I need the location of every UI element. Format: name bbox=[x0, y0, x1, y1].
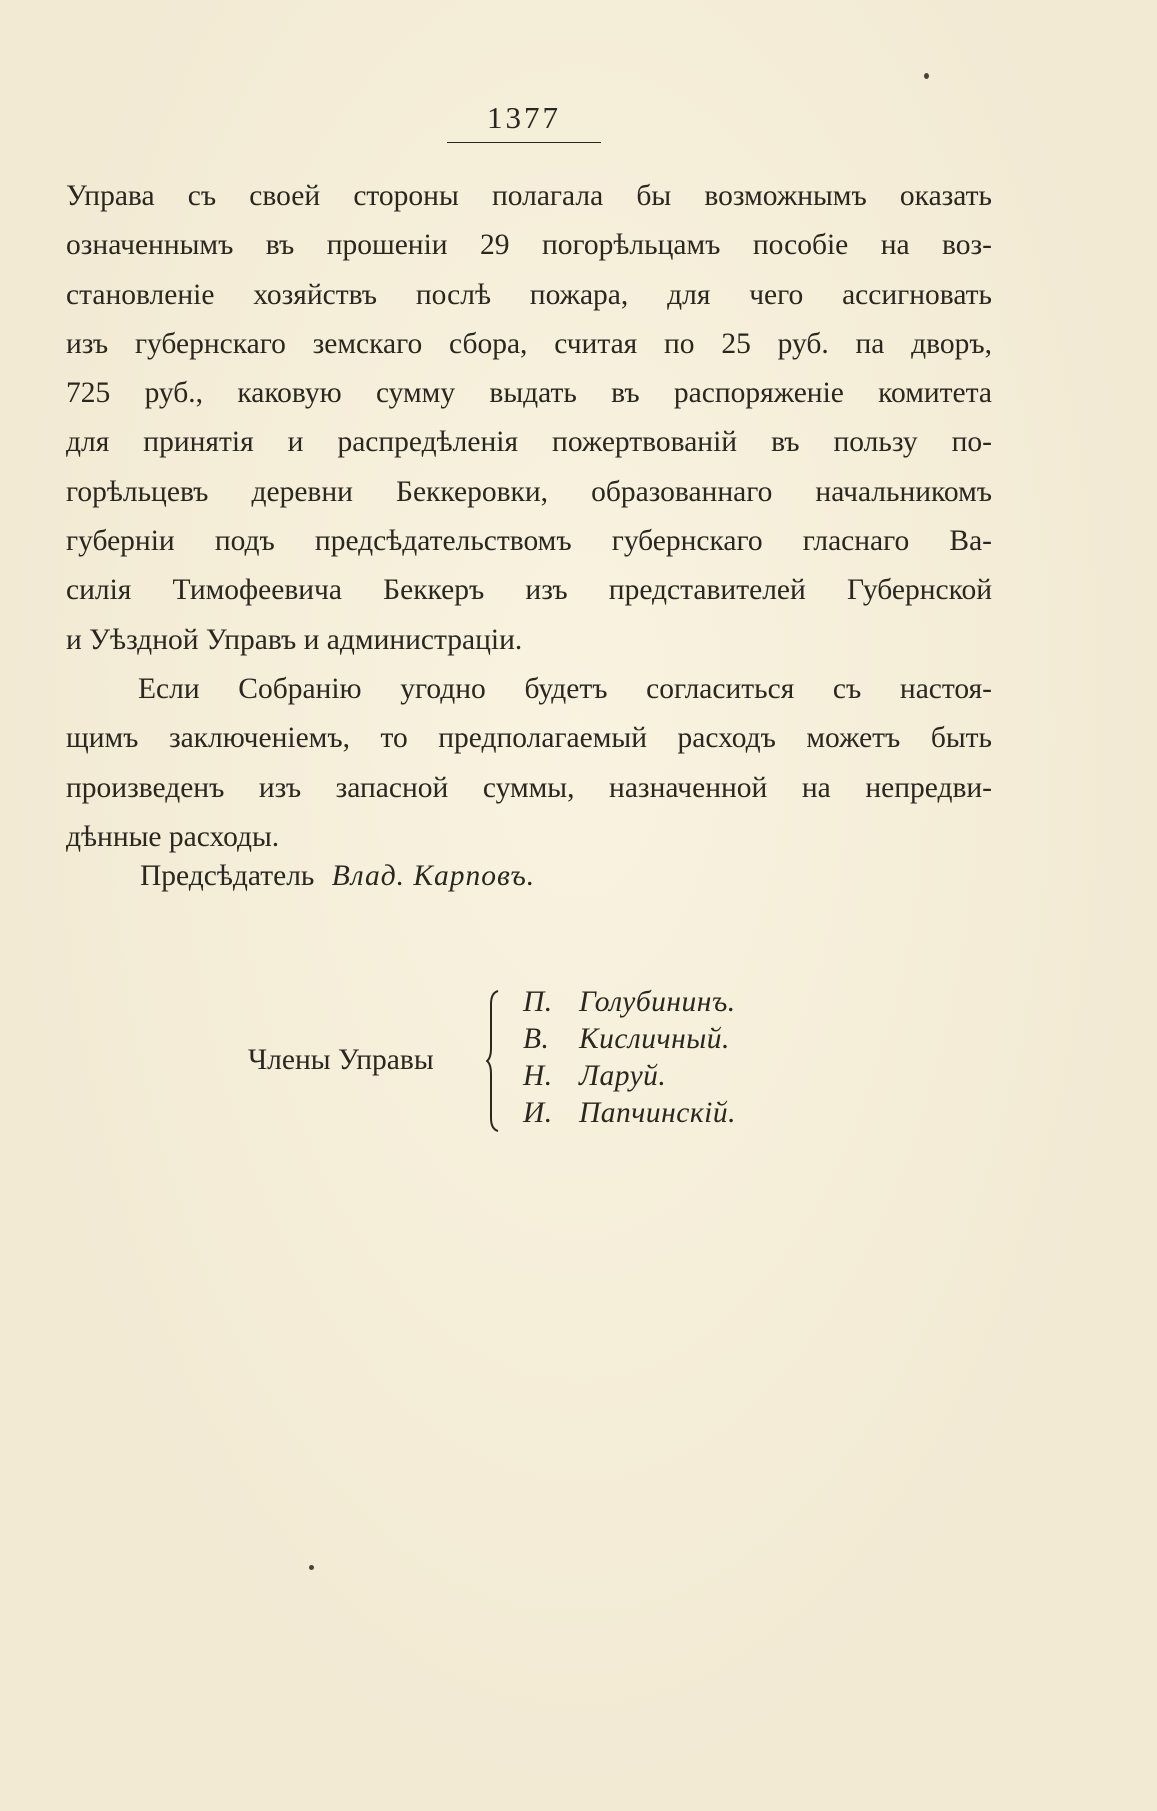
chairman-signature-line bbox=[140, 852, 535, 901]
member-name bbox=[523, 984, 736, 1021]
text-line: Управа съ своей стороны полагала бы возможнымъ оказать bbox=[66, 180, 992, 212]
text-line: губерніи подъ предсѣдательствомъ губернскаго гласнаго Ва- bbox=[66, 525, 992, 558]
text-line: для принятія и распредѣленія пожертвованій въ пользу по- bbox=[66, 426, 992, 459]
members-list bbox=[523, 984, 736, 1132]
text-line: произведенъ изъ запасной суммы, назначенной на непредви- bbox=[66, 771, 992, 804]
member-initial: П. bbox=[523, 986, 553, 1018]
text-line: силія Тимофеевича Беккеръ изъ представителей Губернской bbox=[66, 574, 992, 607]
member-surname: Ларуй. bbox=[579, 1060, 667, 1092]
text-line: дѣнные расходы. bbox=[66, 820, 280, 853]
text-line: становленіе хозяйствъ послѣ пожара, для чего ассигновать bbox=[66, 278, 992, 311]
ink-speck bbox=[924, 73, 929, 79]
text-line: Если Собранію угодно будетъ согласиться съ настоя- bbox=[138, 672, 992, 705]
paragraph-1 bbox=[66, 172, 992, 665]
members-label: Члены Управы bbox=[248, 1044, 434, 1076]
text-line: горѣльцевъ деревни Беккеровки, образованнаго начальникомъ bbox=[66, 475, 992, 508]
member-surname: Кисличный. bbox=[579, 1023, 730, 1055]
chairman-title: Предсѣдатель bbox=[140, 860, 315, 892]
text-line: изъ губернскаго земскаго сбора, считая по 25 руб. па дворъ, bbox=[66, 327, 992, 360]
member-surname: Папчинскій. bbox=[579, 1097, 736, 1129]
member-name bbox=[523, 1021, 736, 1058]
text-line: 725 руб., каковую сумму выдать въ распоряженіе комитета bbox=[66, 377, 992, 410]
member-initial: И. bbox=[523, 1097, 553, 1129]
member-name bbox=[523, 1058, 736, 1095]
member-initial: Н. bbox=[523, 1060, 553, 1092]
text-line: означеннымъ въ прошеніи 29 погорѣльцамъ пособіе на воз- bbox=[66, 229, 992, 262]
text-line: щимъ заключеніемъ, то предполагаемый расходъ можетъ быть bbox=[66, 722, 992, 755]
text-line: и Уѣздной Управъ и администраціи. bbox=[66, 623, 523, 656]
ink-speck bbox=[309, 1565, 314, 1570]
chairman-signature: Влад. Карповъ. bbox=[331, 860, 536, 892]
body-text bbox=[66, 172, 992, 862]
member-initial: В. bbox=[523, 1023, 550, 1055]
member-name bbox=[523, 1095, 736, 1132]
page-number-rule bbox=[447, 142, 601, 143]
curly-brace-icon bbox=[486, 990, 500, 1132]
member-surname: Голубининъ. bbox=[579, 986, 736, 1018]
page-number: 1377 bbox=[487, 100, 561, 135]
paragraph-2 bbox=[66, 665, 992, 862]
